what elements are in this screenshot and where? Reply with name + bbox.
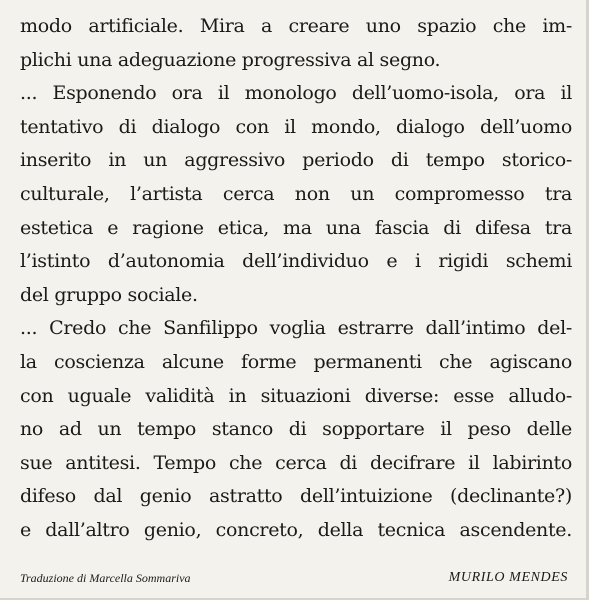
translator-credit: Traduzione di Marcella Sommariva (20, 571, 191, 585)
text-line: l’istinto d’autonomia dell’individuo e i rigidi schemi (20, 250, 572, 273)
text-line: con uguale validità in situazioni diverse: esse alludo- (20, 384, 572, 407)
text-line: difeso dal genio astratto dell’intuizione (declinante?) (20, 485, 572, 508)
body-text (20, 10, 572, 548)
text-line: modo artificiale. Mira a creare uno spazio che im- (20, 15, 572, 37)
text-line: tentativo di dialogo con il mondo, dialogo dell’uomo (20, 115, 572, 138)
text-line: inserito in un aggressivo periodo di tempo storico- (20, 149, 572, 172)
text-line: culturale, l’artista cerca non un compromesso tra (20, 182, 572, 205)
text-line: ... Credo che Sanfilippo voglia estrarre dall’intimo del- (20, 317, 572, 340)
page-footer (20, 568, 568, 588)
text-line: sue antitesi. Tempo che cerca di decifrare il labirinto (20, 451, 572, 474)
text-line: estetica e ragione etica, ma una fascia di difesa tra (20, 216, 572, 239)
text-line: la coscienza alcune forme permanenti che agiscano (20, 350, 572, 373)
text-line: ... Esponendo ora il monologo dell’uomo-isola, ora il (20, 82, 572, 105)
text-line: e dall’altro genio, concreto, della tecnica ascendente. (20, 518, 572, 541)
text-line: plichi una adeguazione progressiva al segno. (20, 48, 441, 71)
text-line: no ad un tempo stanco di sopportare il peso delle (20, 418, 572, 441)
text-line: del gruppo sociale. (20, 283, 198, 306)
author-signature: MURILO MENDES (448, 570, 568, 585)
